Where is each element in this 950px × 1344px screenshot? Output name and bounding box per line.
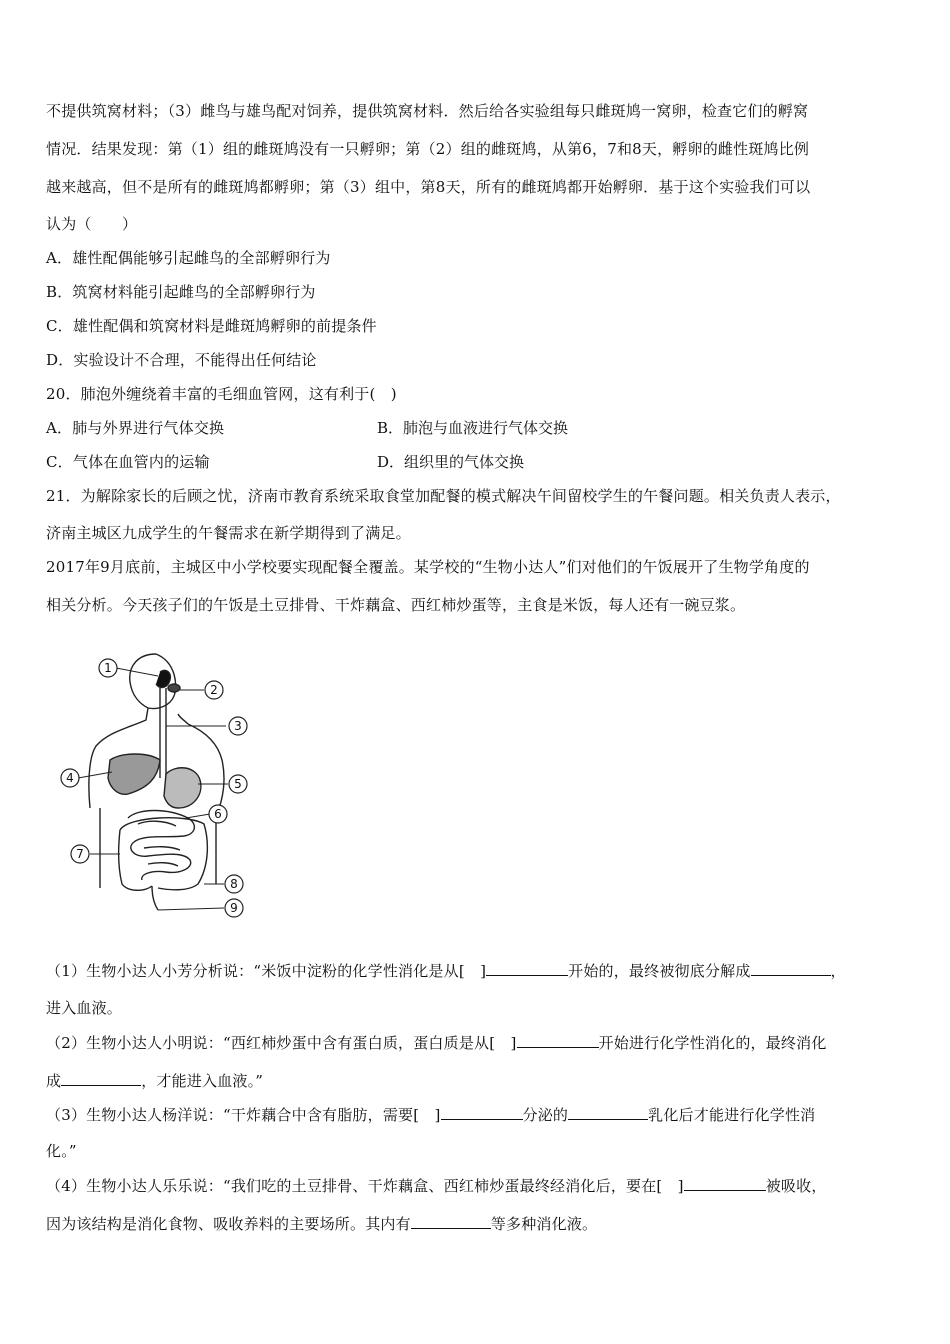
q21-sub4-part-c: 因为该结构是消化食物、吸收养料的主要场所。其内有 bbox=[46, 1215, 411, 1233]
q19-text-line-1: 不提供筑窝材料；（3）雌鸟与雄鸟配对饲养，提供筑窝材料．然后给各实验组每只雌斑鸠一窝卵，检查它们的孵窝 bbox=[46, 102, 809, 120]
q21-sub1-line-2: 进入血液。 bbox=[46, 999, 123, 1017]
q21-sub2-line-1 bbox=[46, 1032, 916, 1053]
q21-sub1-blank-1[interactable] bbox=[486, 960, 568, 976]
q21-sub1-part-b: 开始的，最终被彻底分解成 bbox=[568, 962, 751, 980]
q21-sub1-part-c: ， bbox=[830, 962, 846, 980]
q21-sub2-part-b: 开始进行化学性消化的，最终消化 bbox=[598, 1034, 827, 1052]
q20-option-a: A．肺与外界进行气体交换 bbox=[46, 419, 225, 437]
q20-option-b: B．肺泡与血液进行气体交换 bbox=[377, 419, 569, 437]
q21-sub2-blank-2[interactable] bbox=[61, 1070, 141, 1086]
label-9: 9 bbox=[230, 901, 238, 915]
q21-sub2-part-a: （2）生物小达人小明说：“西红柿炒蛋中含有蛋白质，蛋白质是从[ ] bbox=[46, 1034, 517, 1052]
q21-sub3-blank-2[interactable] bbox=[568, 1104, 648, 1120]
liver bbox=[108, 754, 160, 794]
q19-text-line-2: 情况．结果发现：第（1）组的雌斑鸠没有一只孵卵；第（2）组的雌斑鸠，从第6，7和8天，孵卵的雌性斑鸠比例 bbox=[46, 140, 810, 158]
rectum bbox=[152, 886, 158, 910]
q21-sub3-line-1 bbox=[46, 1104, 916, 1125]
q21-sub3-part-c: 乳化后才能进行化学性消 bbox=[648, 1106, 816, 1124]
q21-sub3-blank-1[interactable] bbox=[441, 1104, 523, 1120]
q21-sub3-part-b: 分泌的 bbox=[522, 1106, 569, 1124]
q21-sub2-part-d: ，才能进入血液。” bbox=[141, 1072, 264, 1090]
q19-option-b: B．筑窝材料能引起雌鸟的全部孵卵行为 bbox=[46, 283, 316, 301]
q21-sub4-line-1 bbox=[46, 1175, 916, 1196]
q21-sub1-line-1 bbox=[46, 960, 916, 981]
q19-option-c: C．雄性配偶和筑窝材料是雌斑鸠孵卵的前提条件 bbox=[46, 317, 377, 335]
q20-option-d: D．组织里的气体交换 bbox=[377, 453, 525, 471]
label-1: 1 bbox=[104, 661, 112, 675]
q20-option-c: C．气体在血管内的运输 bbox=[46, 453, 210, 471]
q21-sub1-blank-2[interactable] bbox=[751, 960, 831, 976]
q21-sub2-blank-1[interactable] bbox=[517, 1032, 599, 1048]
shoulder-outline bbox=[178, 714, 188, 724]
q21-sub1-part-a: （1）生物小达人小芳分析说：“米饭中淀粉的化学性消化是从[ ] bbox=[46, 962, 487, 980]
q21-text-line-2: 济南主城区九成学生的午餐需求在新学期得到了满足。 bbox=[46, 524, 411, 542]
esophagus bbox=[160, 688, 166, 778]
q20-stem: 20．肺泡外缠绕着丰富的毛细血管网，这有利于( ) bbox=[46, 385, 397, 403]
q21-sub4-part-a: （4）生物小达人乐乐说：“我们吃的土豆排骨、干炸藕盒、西红柿炒蛋最终经消化后，要在[ ] bbox=[46, 1177, 684, 1195]
q21-sub3-line-2: 化。” bbox=[46, 1142, 77, 1160]
label-8: 8 bbox=[230, 877, 238, 891]
salivary-gland bbox=[168, 684, 180, 692]
label-5: 5 bbox=[234, 777, 242, 791]
q19-option-a: A．雄性配偶能够引起雌鸟的全部孵卵行为 bbox=[46, 249, 331, 267]
mouth-region bbox=[156, 670, 170, 687]
label-7: 7 bbox=[76, 847, 84, 861]
q19-option-d: D．实验设计不合理，不能得出任何结论 bbox=[46, 351, 317, 369]
q21-sub4-line-2 bbox=[46, 1213, 916, 1234]
q21-sub4-part-d: 等多种消化液。 bbox=[490, 1215, 598, 1233]
label-6: 6 bbox=[214, 807, 222, 821]
q21-sub2-part-c: 成 bbox=[46, 1072, 62, 1090]
label-3: 3 bbox=[234, 719, 242, 733]
label-2: 2 bbox=[210, 683, 218, 697]
stomach bbox=[164, 768, 201, 808]
q19-text-line-4: 认为（ ） bbox=[46, 215, 138, 233]
q21-sub4-blank-2[interactable] bbox=[411, 1213, 491, 1229]
q21-sub4-blank-1[interactable] bbox=[684, 1175, 766, 1191]
q21-sub3-part-a: （3）生物小达人杨洋说：“干炸藕合中含有脂肪，需要[ ] bbox=[46, 1106, 441, 1124]
q21-text-line-3: 2017年9月底前，主城区中小学校要实现配餐全覆盖。某学校的“生物小达人”们对他们的午饭展开了生物学角度的 bbox=[46, 558, 810, 576]
q21-text-line-1: 21．为解除家长的后顾之忧，济南市教育系统采取食堂加配餐的模式解决午间留校学生的午餐问题。相关负责人表示， bbox=[46, 487, 841, 505]
q21-text-line-4: 相关分析。今天孩子们的午饭是土豆排骨、干炸藕盒、西红柿炒蛋等，主食是米饭，每人还有一碗豆浆。 bbox=[46, 596, 746, 614]
q19-text-line-3: 越来越高，但不是所有的雌斑鸠都孵卵；第（3）组中，第8天，所有的雌斑鸠都开始孵卵．基于这个实验我们可以 bbox=[46, 178, 811, 196]
label-4: 4 bbox=[66, 771, 74, 785]
q21-sub4-part-b: 被吸收， bbox=[765, 1177, 827, 1195]
q21-sub2-line-2 bbox=[46, 1070, 916, 1091]
digestive-system-diagram bbox=[48, 648, 258, 920]
